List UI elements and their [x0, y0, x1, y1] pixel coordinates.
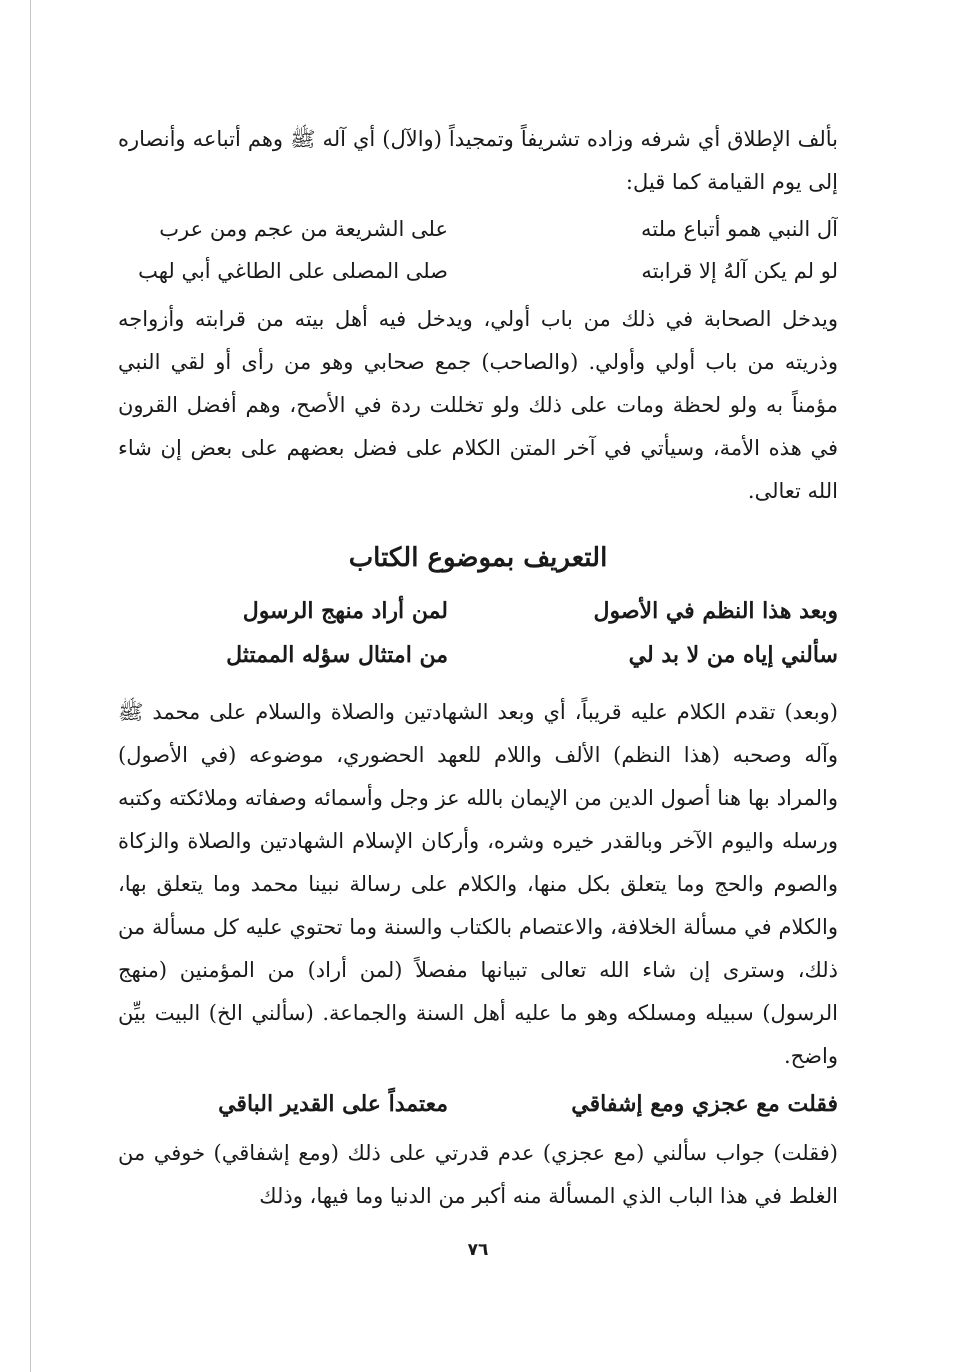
hemistich: سألني إياه من لا بد لي	[628, 642, 838, 668]
poem-3-line-1	[118, 1082, 838, 1126]
hemistich: على الشريعة من عجم ومن عرب	[159, 217, 448, 241]
hemistich: لو لم يكن آلهُ إلا قرابته	[641, 259, 838, 283]
poem-2	[118, 589, 838, 677]
page-edge	[30, 0, 31, 1372]
hemistich: معتمداً على القدير الباقي	[218, 1091, 448, 1117]
hemistich: فقلت مع عجزي ومع إشفاقي	[571, 1091, 838, 1117]
poem-1-line-1	[118, 208, 838, 250]
poem-2-line-2	[118, 633, 838, 677]
poem-1-line-2	[118, 250, 838, 292]
paragraph-4: (فقلت) جواب سألني (مع عجزي) عدم قدرتي على ذلك (ومع إشفاقي) خوفي من الغلط في هذا الباب الذي المسألة منه أكبر من الدنيا وما فيها، وذلك	[118, 1141, 838, 1208]
hemistich: صلى المصلى على الطاغي أبي لهب	[138, 259, 448, 283]
paragraph-1: بألف الإطلاق أي شرفه وزاده تشريفاً وتمجيداً (والآل) أي آله ﷺ وهم أتباعه وأنصاره إلى يوم القيامة كما قيل:	[118, 127, 838, 194]
poem-2-line-1	[118, 589, 838, 633]
hemistich: آل النبي همو أتباع ملته	[640, 217, 838, 241]
section-heading: التعريف بموضوع الكتاب	[348, 543, 608, 573]
hemistich: وبعد هذا النظم في الأصول	[593, 598, 838, 624]
hemistich: لمن أراد منهج الرسول	[242, 598, 448, 624]
paragraph-3: (وبعد) تقدم الكلام عليه قريباً، أي وبعد الشهادتين والصلاة والسلام على محمد ﷺ وآله وصحبه (هذا النظم) الألف واللام للعهد الحضوري، موضوعه (في الأصول) والمراد بها هنا أصول الدين من الإيمان بالله عز وجل وأسمائه وصفاته وملائكته وكتبه ورسله واليوم الآخر وبالقدر خيره وشره، وأركان الإسلام الشهادتين والصلاة والزكاة والصوم والحج وما يتعلق بكل منها، والكلام على رسالة نبينا محمد وما يتعلق بها، والكلام في مسألة الخلافة، والاعتصام بالكتاب والسنة وما تحتوي عليه كل مسألة من ذلك، وسترى إن شاء الله تعالى تبيانها مفصلاً (لمن أراد) من المؤمنين (منهج الرسول) سبيله ومسلكه وهو ما عليه أهل السنة والجماعة. (سألني الخ) البيت بيِّن واضح.	[118, 700, 838, 1068]
poem-3	[118, 1082, 838, 1126]
page-number: ٧٦	[467, 1240, 489, 1260]
poem-1	[118, 208, 838, 292]
hemistich: من امتثال سؤله الممتثل	[226, 642, 448, 668]
paragraph-2: ويدخل الصحابة في ذلك من باب أولي، ويدخل فيه أهل بيته من قرابته وأزواجه وذريته من باب أولي وأولي. (والصاحب) جمع صحابي وهو من رأى أو لقي النبي مؤمناً به ولو لحظة ومات على ذلك ولو تخللت ردة في الأصح، وهم أفضل القرون في هذه الأمة، وسيأتي في آخر المتن الكلام على فضل بعضهم على بعض إن شاء الله تعالى.	[118, 307, 838, 503]
book-page	[118, 118, 838, 1218]
